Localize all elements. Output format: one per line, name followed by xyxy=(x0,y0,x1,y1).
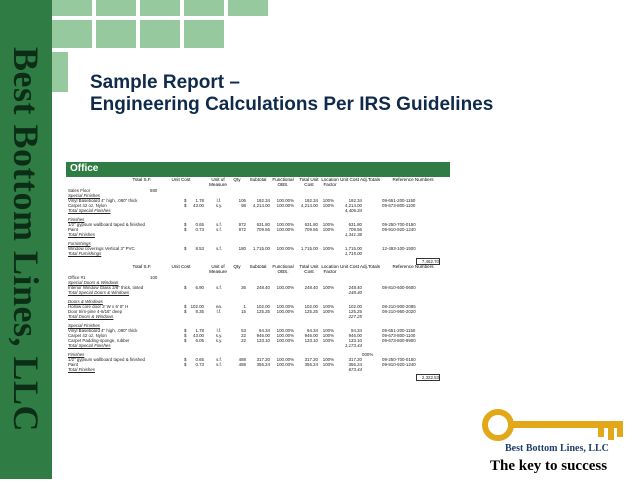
group-total: 1,341.36 xyxy=(344,232,362,237)
table-cell: 100% xyxy=(322,304,334,309)
column-header: Totals xyxy=(368,264,380,269)
table-cell: 0.73 xyxy=(195,227,204,232)
group-total-label: Total Furnishings xyxy=(68,251,102,256)
table-cell: 248.40 xyxy=(348,285,362,290)
table-cell: s.f. xyxy=(216,285,222,290)
group-total: 248.40 xyxy=(348,290,362,295)
table-cell: 100% xyxy=(322,338,334,343)
group-total: 1,173.44 xyxy=(344,343,362,348)
table-cell: s.f. xyxy=(216,222,222,227)
table-cell: Carpet 42 oz. Nylon xyxy=(68,333,107,338)
table-cell: 106 xyxy=(238,198,246,203)
calculation-report xyxy=(66,162,450,458)
group-title: Special Finishes xyxy=(68,323,100,328)
column-header: Location Factor xyxy=(321,177,339,187)
title-line-2: Engineering Calculations Per IRS Guidelines xyxy=(90,94,494,115)
table-cell: ea. xyxy=(215,304,223,309)
group-total-label: Total Special Finishes xyxy=(68,208,111,213)
group-total: 227.25 xyxy=(348,314,362,319)
table-cell: 8.35 xyxy=(195,309,204,314)
group-title: Doors & Windows xyxy=(68,299,103,304)
group-title: Furnishings xyxy=(68,241,91,246)
table-cell: s.f. xyxy=(216,362,222,367)
table-cell: 100.00% xyxy=(276,338,294,343)
table-cell: 488 xyxy=(238,357,246,362)
table-cell: 317.20 xyxy=(348,357,362,362)
column-header: Qty xyxy=(233,177,241,182)
column-header: Total Unit Cost xyxy=(299,264,319,274)
table-cell: 09-910-920-1240 xyxy=(382,227,416,232)
table-cell: 08-210-960-2020 xyxy=(382,309,416,314)
block-sf: 880 xyxy=(150,188,158,193)
table-cell: 946.00 xyxy=(348,333,362,338)
column-header: Functional OBS. xyxy=(272,264,294,274)
group-total-label: Total Finishes xyxy=(68,232,95,237)
column-header: Unit of Measure xyxy=(209,264,227,274)
grand-total: 2,322.53 xyxy=(416,374,440,381)
table-cell: $ xyxy=(184,246,187,251)
table-cell: 94.34 xyxy=(259,328,270,333)
table-cell: 248.40 xyxy=(256,285,270,290)
table-cell: 631.80 xyxy=(256,222,270,227)
table-cell: 192.34 xyxy=(256,198,270,203)
table-cell: s.f. xyxy=(216,246,222,251)
table-cell: 102.00 xyxy=(190,304,204,309)
table-cell: 100.00% xyxy=(276,198,294,203)
table-cell: 09-673-800-1100 xyxy=(382,333,416,338)
table-cell: s.y. xyxy=(215,338,223,343)
table-cell: 1.78 xyxy=(195,328,204,333)
table-cell: $ xyxy=(184,357,187,362)
table-cell: $ xyxy=(184,328,187,333)
table-cell: 356.24 xyxy=(256,362,270,367)
table-cell: 100.00% xyxy=(276,304,294,309)
column-header: Unit Cost Adj. xyxy=(340,177,368,182)
table-cell: 1,715.00 xyxy=(344,246,362,251)
table-cell: 100.00% xyxy=(276,222,294,227)
section-title: Office xyxy=(70,163,99,174)
brand-vertical-text: Best Bottom Lines, LLC xyxy=(6,46,46,432)
table-cell: l.f. xyxy=(216,328,222,333)
table-cell: 09-673-800-9900 xyxy=(382,338,416,343)
table-cell: 09-651-200-1150 xyxy=(382,198,416,203)
table-cell: 100.00% xyxy=(276,246,294,251)
group-title: Finishes xyxy=(68,352,85,357)
table-cell: 09-910-920-1240 xyxy=(382,362,416,367)
table-cell: 4,214.00 xyxy=(344,203,362,208)
table-cell: 946.00 xyxy=(304,333,318,338)
block-name: Sales Floor xyxy=(68,188,91,193)
table-cell: 22 xyxy=(241,333,246,338)
table-cell: 22 xyxy=(241,338,246,343)
table-cell: $ xyxy=(184,222,187,227)
table-cell: 192.34 xyxy=(304,198,318,203)
table-cell: 08-210-900-2085 xyxy=(382,304,416,309)
table-cell: 133.10 xyxy=(304,338,318,343)
column-header: Total S.F. xyxy=(132,177,152,182)
group-total-label: Total Special Doors & Windows xyxy=(68,290,130,295)
group-total-label: Total Special Finishes xyxy=(68,343,111,348)
table-cell: 0.65 xyxy=(195,357,204,362)
table-cell: 100.00% xyxy=(276,227,294,232)
column-header: Subtotal xyxy=(249,177,267,182)
table-cell: 43.00 xyxy=(193,203,204,208)
group-note: 000% xyxy=(362,352,374,357)
table-cell: 94.34 xyxy=(307,328,318,333)
table-cell: 100.00% xyxy=(276,362,294,367)
column-header: Total Unit Cost xyxy=(299,177,319,187)
table-cell: 0.65 xyxy=(195,222,204,227)
table-cell: 8.53 xyxy=(195,246,204,251)
column-header: Total S.F. xyxy=(132,264,152,269)
logo-tagline: The key to success xyxy=(490,458,608,474)
table-cell: Door trim-pine 4-6/16" deep xyxy=(68,309,123,314)
table-cell: $ xyxy=(184,285,187,290)
table-cell: 0.73 xyxy=(195,362,204,367)
group-total: 673.44 xyxy=(348,367,362,372)
column-header: Functional OBS. xyxy=(272,177,294,187)
table-cell: $ xyxy=(184,362,187,367)
table-cell: l.f. xyxy=(216,309,222,314)
table-cell: 6.05 xyxy=(195,338,204,343)
table-cell: 09-250-700-0150 xyxy=(382,222,416,227)
table-cell: $ xyxy=(184,333,187,338)
table-cell: s.f. xyxy=(216,227,222,232)
table-cell: 709.56 xyxy=(256,227,270,232)
table-cell: 356.24 xyxy=(304,362,318,367)
table-cell: 972 xyxy=(238,227,246,232)
group-title: Special Finishes xyxy=(68,193,100,198)
table-cell: 08-810-600-0600 xyxy=(382,285,416,290)
page-title xyxy=(90,72,493,116)
column-header: Unit of Measure xyxy=(209,177,227,187)
table-cell: s.f. xyxy=(216,357,222,362)
table-cell: 248.40 xyxy=(304,285,318,290)
table-cell: 133.10 xyxy=(256,338,270,343)
table-cell: 94.34 xyxy=(351,328,362,333)
table-cell: 709.56 xyxy=(348,227,362,232)
table-cell: 125.25 xyxy=(256,309,270,314)
column-header: Location Factor xyxy=(321,264,339,274)
block-name: Office #1 xyxy=(68,275,86,280)
table-cell: 100.00% xyxy=(276,357,294,362)
table-cell: 946.00 xyxy=(256,333,270,338)
table-cell: 36 xyxy=(241,285,246,290)
table-cell: Paint xyxy=(68,227,79,232)
table-cell: 709.56 xyxy=(304,227,318,232)
table-cell: $ xyxy=(184,227,187,232)
table-cell: 100% xyxy=(322,227,334,232)
column-header: Subtotal xyxy=(249,264,267,269)
table-cell: 09-673-800-1100 xyxy=(382,203,416,208)
table-cell: 100% xyxy=(322,203,334,208)
brand-sidebar xyxy=(0,0,52,479)
column-header: Unit Cost xyxy=(171,264,191,269)
table-cell: 317.20 xyxy=(256,357,270,362)
column-header: Qty xyxy=(233,264,241,269)
table-cell: 100% xyxy=(322,357,334,362)
table-cell: Window coverings Vertical 3" PVC xyxy=(68,246,135,251)
table-cell: 100% xyxy=(322,333,334,338)
table-cell: 180 xyxy=(238,246,246,251)
table-cell: 102.00 xyxy=(304,304,318,309)
table-cell: 1,715.00 xyxy=(252,246,270,251)
table-cell: 09-250-700-0150 xyxy=(382,357,416,362)
block-sf: 100 xyxy=(150,275,158,280)
table-cell: 100.00% xyxy=(276,328,294,333)
table-cell: 1.78 xyxy=(195,198,204,203)
table-cell: 972 xyxy=(238,222,246,227)
table-cell: 09-651-200-1150 xyxy=(382,328,416,333)
group-title: Special Doors & Windows xyxy=(68,280,119,285)
table-cell: 4,214.00 xyxy=(300,203,318,208)
table-cell: 100.00% xyxy=(276,333,294,338)
group-total: 1,715.00 xyxy=(344,251,362,256)
table-cell: s.y. xyxy=(215,203,223,208)
table-cell: 631.80 xyxy=(348,222,362,227)
table-cell: 100% xyxy=(322,246,334,251)
table-cell: $ xyxy=(184,203,187,208)
group-total: 4,406.34 xyxy=(344,208,362,213)
table-cell: 43.00 xyxy=(193,333,204,338)
table-cell: 125.25 xyxy=(304,309,318,314)
table-cell: s.y. xyxy=(215,333,223,338)
table-cell: 12-493-100-1500 xyxy=(382,246,416,251)
column-header: Reference Numbers xyxy=(392,264,434,269)
table-cell: 100.00% xyxy=(276,203,294,208)
table-cell: 133.10 xyxy=(348,338,362,343)
table-cell: 125.25 xyxy=(348,309,362,314)
table-cell: 100% xyxy=(322,362,334,367)
table-cell: 100% xyxy=(322,222,334,227)
table-cell: 102.00 xyxy=(348,304,362,309)
table-cell: Vinyl Baseboard 4" high, .080" thick xyxy=(68,328,138,333)
table-cell: 100.00% xyxy=(276,285,294,290)
table-cell: 1/2" gypsum wallboard taped & finished xyxy=(68,357,145,362)
table-cell: 100% xyxy=(322,328,334,333)
table-cell: 192.34 xyxy=(348,198,362,203)
table-cell: 356.24 xyxy=(348,362,362,367)
table-cell: $ xyxy=(184,198,187,203)
table-cell: 53 xyxy=(241,328,246,333)
column-header: Reference Numbers xyxy=(392,177,434,182)
table-cell: l.f. xyxy=(216,198,222,203)
group-title: Finishes xyxy=(68,217,85,222)
group-total-label: Total Finishes xyxy=(68,367,95,372)
group-total-label: Total Doors & Windows xyxy=(68,314,114,319)
table-cell: $ xyxy=(184,338,187,343)
table-cell: 1 xyxy=(243,304,246,309)
table-cell: Carpet Padding-sponge, rubber xyxy=(68,338,130,343)
table-cell: 1,715.00 xyxy=(300,246,318,251)
column-header: Unit Cost Adj. xyxy=(340,264,368,269)
table-cell: 4,214.00 xyxy=(252,203,270,208)
table-cell: 100% xyxy=(322,309,334,314)
table-cell: 488 xyxy=(238,362,246,367)
table-cell: 317.20 xyxy=(304,357,318,362)
table-cell: 100.00% xyxy=(276,309,294,314)
table-cell: Interior Window Glass 3/8" thick, tinted xyxy=(68,285,144,290)
table-cell: $ xyxy=(184,304,187,309)
table-cell: 98 xyxy=(241,203,246,208)
title-line-1: Sample Report – xyxy=(90,72,240,93)
table-cell: 15 xyxy=(241,309,246,314)
table-cell: Paint xyxy=(68,362,79,367)
table-cell: 1/2" gypsum wallboard taped & finished xyxy=(68,222,145,227)
table-cell: Vinyl Baseboard 4" high, .080" thick xyxy=(68,198,138,203)
table-cell: $ xyxy=(184,309,187,314)
table-cell: 100% xyxy=(322,198,334,203)
table-cell: 102.00 xyxy=(256,304,270,309)
table-cell: 100% xyxy=(322,285,334,290)
table-cell: 6.90 xyxy=(195,285,204,290)
column-header: Unit Cost xyxy=(171,177,191,182)
logo-name: Best Bottom Lines, LLC xyxy=(505,443,609,454)
section-header-bar xyxy=(66,162,450,177)
grand-total: 7,462.70 xyxy=(416,258,440,265)
table-cell: 631.80 xyxy=(304,222,318,227)
table-cell: Hollow core door 3' W x 6' 8" H xyxy=(68,304,129,309)
table-cell: Carpet 42 oz. Nylon xyxy=(68,203,107,208)
column-header: Totals xyxy=(368,177,380,182)
